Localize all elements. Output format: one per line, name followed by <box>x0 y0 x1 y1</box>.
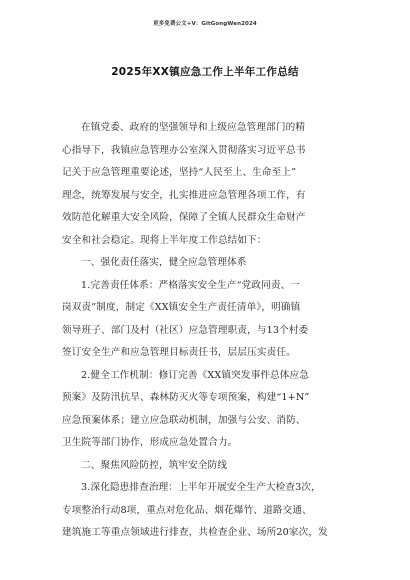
body-line: 建筑施工等重点领域进行排查，共检查企业、场所20家次，发 <box>62 527 328 538</box>
body-line: 2.健全工作机制：修订完善《XX镇突发事件总体应急 <box>81 369 310 381</box>
body-line: 安全和社会稳定。现将上半年度工作总结如下： <box>62 234 267 246</box>
body-line: 领导班子、部门及村（社区）应急管理职责，与13个村委 <box>62 324 309 336</box>
section-heading: 二、聚焦风险防控，筑牢安全防线 <box>81 459 228 471</box>
body-line: 专项整治行动8项，重点对危化品、烟花爆竹、道路交通、 <box>62 504 312 516</box>
body-line: 心指导下，我镇应急管理办公室深入贯彻落实习近平总书 <box>62 144 306 156</box>
document-title: 2025年XX镇应急工作上半年工作总结 <box>111 66 299 78</box>
document-body <box>62 117 352 545</box>
body-line: 3.深化隐患排查治理：上半年开展安全生产大检查3次， <box>81 482 321 493</box>
body-line: 预案》及防汛抗旱、森林防灭火等专项预案，构建“1+N” <box>62 392 310 403</box>
body-line: 签订安全生产和应急管理目标责任书，层层压实责任。 <box>62 347 296 358</box>
body-line: 卫生院等部门协作，形成应急处置合力。 <box>62 437 238 448</box>
header-note: 更多免费公文+V：GitGongWen2024 <box>153 21 257 27</box>
body-line: 记关于应急管理重要论述，坚持“人民至上、生命至上” <box>62 167 297 178</box>
body-line: 理念，统筹发展与安全，扎实推进应急管理各项工作，有 <box>62 189 306 201</box>
body-line: 在镇党委、政府的坚强领导和上级应急管理部门的精 <box>81 122 306 133</box>
body-line: 1.完善责任体系：严格落实安全生产“党政同责、一 <box>81 279 301 291</box>
section-heading: 一、强化责任落实，健全应急管理体系 <box>81 257 247 268</box>
body-line: 效防范化解重大安全风险，保障了全镇人民群众生命财产 <box>62 212 306 223</box>
body-line: 岗双责”制度，制定《XX镇安全生产责任清单》，明确镇 <box>62 302 301 313</box>
body-line: 应急预案体系；建立应急联动机制，加强与公安、消防、 <box>62 414 306 426</box>
